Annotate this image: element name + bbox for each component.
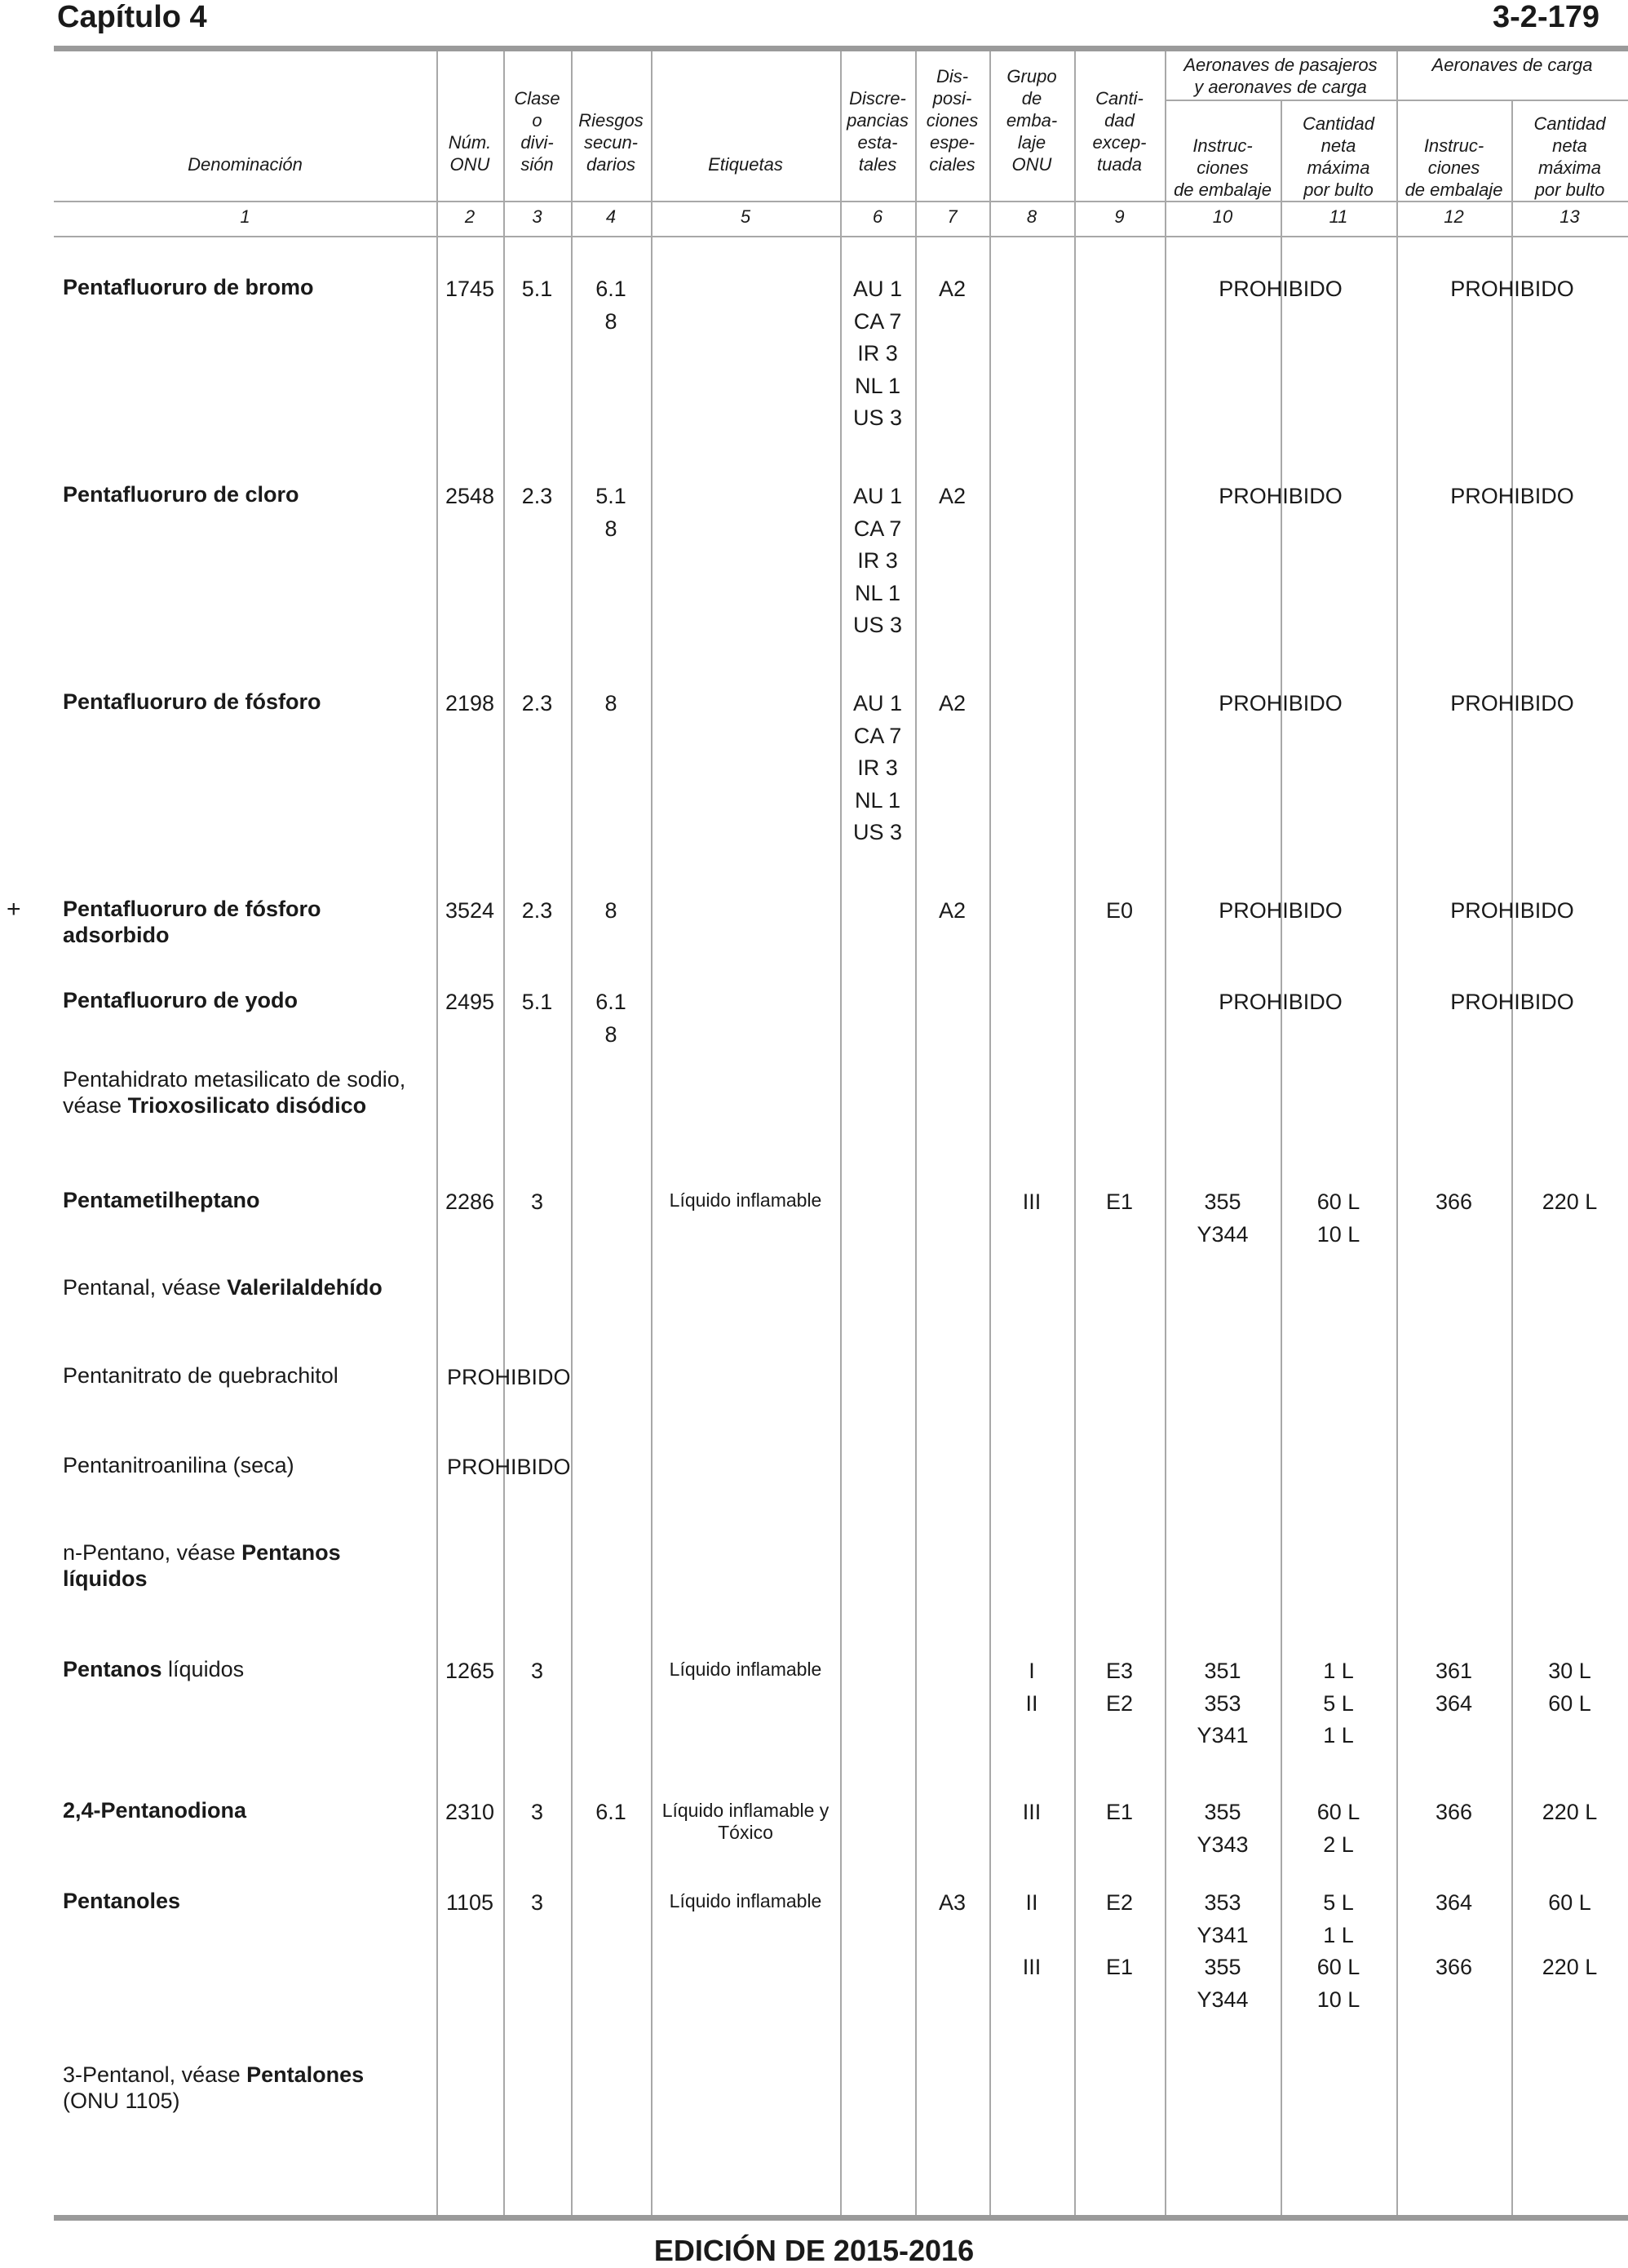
max-net-quantity: 5 L 1 L 60 L 10 L bbox=[1316, 1890, 1360, 2012]
header-discrepancias: Discre- pancias esta- tales bbox=[847, 88, 909, 175]
subsidiary-risks: 8 bbox=[604, 898, 617, 923]
special-provisions: A2 bbox=[938, 484, 967, 508]
excepted-quantity: E0 bbox=[1105, 898, 1134, 923]
special-provisions: A3 bbox=[938, 1890, 967, 1915]
un-number: 1265 bbox=[445, 1659, 495, 1683]
header-disposiciones: Dis- posi- ciones espe- ciales bbox=[926, 66, 979, 175]
header-group-cargo: Aeronaves de carga bbox=[1431, 55, 1593, 75]
packing-instruction: 355 Y343 bbox=[1197, 1800, 1249, 1857]
entry-name: Pentanoles bbox=[63, 1889, 181, 1913]
header-instrucciones-10: Instruc- ciones de embalaje bbox=[1174, 135, 1272, 200]
class-division: 3 bbox=[530, 1890, 544, 1915]
entry-name: Pentanitrato de quebrachitol bbox=[63, 1363, 338, 1388]
un-number: 2198 bbox=[445, 691, 495, 715]
excepted-quantity: E1 bbox=[1105, 1800, 1134, 1824]
class-division: 3 bbox=[530, 1659, 544, 1683]
special-provisions: A2 bbox=[938, 691, 967, 715]
un-number: 2310 bbox=[445, 1800, 495, 1824]
packing-instruction: 351 353 Y341 bbox=[1197, 1659, 1249, 1748]
top-rule bbox=[54, 46, 1628, 51]
entry-name: Pentafluoruro de yodo bbox=[63, 988, 299, 1012]
header-grupo: Grupo de emba- laje ONU bbox=[1006, 66, 1058, 175]
cargo-packing-instruction: 364 366 bbox=[1435, 1890, 1473, 1979]
column-number: 5 bbox=[740, 206, 751, 227]
packing-group: I II bbox=[1025, 1659, 1038, 1716]
forbidden-cargo: PROHIBIDO bbox=[1450, 990, 1574, 1014]
header-instrucciones-12: Instruc- ciones de embalaje bbox=[1405, 135, 1503, 200]
header-denominacion: Denominación bbox=[188, 154, 303, 175]
class-division: 2.3 bbox=[521, 484, 553, 508]
packing-group: III bbox=[1022, 1189, 1042, 1214]
class-division: 3 bbox=[530, 1800, 544, 1824]
max-net-quantity: 60 L 10 L bbox=[1316, 1189, 1360, 1247]
hazard-label: Líquido inflamable bbox=[669, 1890, 822, 1911]
forbidden-passenger: PROHIBIDO bbox=[1219, 898, 1343, 923]
cross-reference-entry bbox=[63, 2062, 430, 2114]
header-riesgos: Riesgos secun- darios bbox=[578, 110, 644, 175]
forbidden-note: PROHIBIDO bbox=[447, 1365, 571, 1389]
entry-name: Pentanitroanilina (seca) bbox=[63, 1453, 294, 1477]
special-provisions: A2 bbox=[938, 898, 967, 923]
packing-instruction: 353 Y341 355 Y344 bbox=[1197, 1890, 1249, 2012]
entry-name: Pentafluoruro de bromo bbox=[63, 275, 314, 299]
forbidden-passenger: PROHIBIDO bbox=[1219, 484, 1343, 508]
entry-name-suffix: (ONU 1105) bbox=[63, 2089, 180, 2113]
un-number: 1105 bbox=[445, 1890, 494, 1915]
forbidden-cargo: PROHIBIDO bbox=[1450, 484, 1574, 508]
class-division: 3 bbox=[530, 1189, 544, 1214]
entry-name-bold: Pentanos bbox=[63, 1657, 162, 1681]
special-provisions: A2 bbox=[938, 277, 967, 301]
header-etiquetas: Etiquetas bbox=[708, 154, 783, 175]
forbidden-passenger: PROHIBIDO bbox=[1219, 691, 1343, 715]
un-number: 2495 bbox=[445, 990, 495, 1014]
forbidden-cargo: PROHIBIDO bbox=[1450, 277, 1574, 301]
entry-name bbox=[63, 1656, 430, 1682]
forbidden-note: PROHIBIDO bbox=[447, 1455, 571, 1479]
class-division: 2.3 bbox=[521, 898, 553, 923]
packing-instruction: 355 Y344 bbox=[1197, 1189, 1249, 1247]
column-number: 6 bbox=[872, 206, 883, 227]
state-variations: AU 1 CA 7 IR 3 NL 1 US 3 bbox=[852, 691, 903, 844]
header-cantidad-neta-13: Cantidad neta máxima por bulto bbox=[1533, 113, 1606, 200]
entry-name: 3-Pentanol, véase bbox=[63, 2062, 247, 2087]
cross-reference-entry bbox=[63, 1274, 430, 1300]
column-number: 2 bbox=[464, 206, 476, 227]
un-number: 2286 bbox=[445, 1189, 495, 1214]
amendment-marker: + bbox=[7, 896, 21, 923]
cargo-packing-instruction: 366 bbox=[1435, 1800, 1473, 1824]
entry-name: n-Pentano, véase bbox=[63, 1540, 242, 1565]
class-division: 5.1 bbox=[521, 277, 553, 301]
un-number: 3524 bbox=[445, 898, 495, 923]
entry-name: Pentafluoruro de cloro bbox=[63, 482, 299, 507]
column-number: 13 bbox=[1559, 206, 1580, 227]
max-net-quantity: 60 L 2 L bbox=[1316, 1800, 1360, 1857]
cargo-max-net-quantity: 60 L 220 L bbox=[1542, 1890, 1598, 1979]
reference-link: Pentanos líquidos bbox=[63, 1540, 341, 1591]
reference-link: Trioxosilicato disódico bbox=[127, 1093, 367, 1118]
header-group-passenger: Aeronaves de pasajeros y aeronaves de carga bbox=[1183, 55, 1378, 97]
chapter-title: Capítulo 4 bbox=[57, 0, 207, 34]
subsidiary-risks: 8 bbox=[604, 691, 617, 715]
class-division: 5.1 bbox=[521, 990, 553, 1014]
forbidden-passenger: PROHIBIDO bbox=[1219, 277, 1343, 301]
cargo-max-net-quantity: 220 L bbox=[1542, 1800, 1598, 1824]
forbidden-cargo: PROHIBIDO bbox=[1450, 898, 1574, 923]
subsidiary-risks: 6.1 bbox=[595, 1800, 626, 1824]
column-number: 11 bbox=[1329, 206, 1348, 227]
column-number: 3 bbox=[532, 206, 542, 227]
max-net-quantity: 1 L 5 L 1 L bbox=[1323, 1659, 1354, 1748]
excepted-quantity: E3 E2 bbox=[1105, 1659, 1134, 1716]
entry-name: Pentanal, véase bbox=[63, 1275, 228, 1300]
cargo-max-net-quantity: 30 L 60 L bbox=[1548, 1659, 1591, 1716]
hazard-label: Líquido inflamable y Tóxico bbox=[661, 1800, 829, 1843]
edition-footer: EDICIÓN DE 2015-2016 bbox=[653, 2234, 975, 2267]
forbidden-cargo: PROHIBIDO bbox=[1450, 691, 1574, 715]
page-number: 3-2-179 bbox=[1493, 0, 1599, 34]
excepted-quantity: E2 E1 bbox=[1105, 1890, 1134, 1979]
cargo-packing-instruction: 366 bbox=[1435, 1189, 1473, 1214]
column-number: 10 bbox=[1212, 206, 1233, 227]
packing-group: III bbox=[1022, 1800, 1042, 1824]
forbidden-passenger: PROHIBIDO bbox=[1219, 990, 1343, 1014]
cross-reference-entry bbox=[63, 1539, 430, 1592]
hazard-label: Líquido inflamable bbox=[669, 1659, 822, 1680]
subsidiary-risks: 6.1 8 bbox=[595, 990, 626, 1047]
hazard-label: Líquido inflamable bbox=[669, 1189, 822, 1211]
entry-name-suffix: líquidos bbox=[161, 1657, 245, 1681]
state-variations: AU 1 CA 7 IR 3 NL 1 US 3 bbox=[852, 277, 903, 430]
class-division: 2.3 bbox=[521, 691, 553, 715]
subsidiary-risks: 6.1 8 bbox=[595, 277, 626, 334]
reference-link: Pentalones bbox=[246, 2062, 365, 2087]
state-variations: AU 1 CA 7 IR 3 NL 1 US 3 bbox=[852, 484, 903, 637]
reference-link: Valerilaldehído bbox=[227, 1275, 383, 1300]
cross-reference-entry bbox=[63, 1066, 430, 1118]
header-cantidad-neta-11: Cantidad neta máxima por bulto bbox=[1302, 113, 1375, 200]
un-number: 2548 bbox=[445, 484, 495, 508]
entry-name: Pentahidrato metasilicato de sodio, véase bbox=[63, 1067, 406, 1118]
header-cantidad-exceptuada: Canti- dad excep- tuada bbox=[1092, 88, 1147, 175]
col-divider bbox=[571, 51, 573, 2215]
cargo-max-net-quantity: 220 L bbox=[1542, 1189, 1598, 1214]
column-number: 4 bbox=[605, 206, 617, 227]
bottom-rule bbox=[54, 2215, 1628, 2221]
header-num-onu: Núm. ONU bbox=[448, 132, 492, 175]
column-number: 8 bbox=[1026, 206, 1037, 227]
subsidiary-risks: 5.1 8 bbox=[595, 484, 626, 541]
entry-name: Pentametilheptano bbox=[63, 1188, 260, 1212]
column-number: 12 bbox=[1444, 206, 1464, 227]
cargo-packing-instruction: 361 364 bbox=[1435, 1659, 1473, 1716]
excepted-quantity: E1 bbox=[1105, 1189, 1134, 1214]
entry-name: Pentafluoruro de fósforo adsorbido bbox=[63, 897, 321, 947]
column-number: 7 bbox=[947, 206, 958, 227]
packing-group: II III bbox=[1022, 1890, 1042, 1979]
entry-name: 2,4-Pentanodiona bbox=[63, 1798, 247, 1823]
entry-name: Pentafluoruro de fósforo bbox=[63, 689, 321, 714]
column-number: 9 bbox=[1114, 206, 1125, 227]
header-clase: Clase o divi- sión bbox=[514, 88, 560, 175]
column-number: 1 bbox=[240, 206, 250, 227]
un-number: 1745 bbox=[445, 277, 495, 301]
